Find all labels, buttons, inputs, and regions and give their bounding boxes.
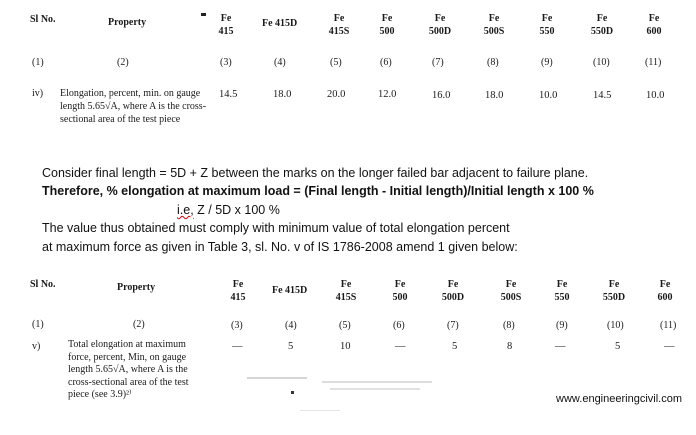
text-line-3 (177, 204, 280, 217)
value2-fe-500d: 5 (452, 341, 458, 352)
index-7: (7) (432, 57, 444, 68)
website-link[interactable]: www.engineeringcivil.com (556, 393, 682, 405)
text-line-3-prefix: i.e, (177, 203, 194, 217)
index2-5: (5) (339, 320, 351, 331)
header2-fe-415d: Fe 415D (272, 285, 308, 296)
header-property: Property (108, 17, 147, 28)
header-fe-500: Fe 500 (379, 13, 395, 37)
text-line-1: Consider final length = 5D + Z between the marks on the longer failed bar adjacent to failure plane. (42, 166, 589, 180)
row2-property: Total elongation at maximum force, percent, Min, on gauge length 5.65√A, where A is the cross-sectional area of the test piece (see 3.9)²⁾ (68, 339, 189, 400)
index2-1: (1) (32, 319, 44, 330)
value2-fe-415d: 5 (288, 341, 294, 352)
header-fe-415s: Fe 415S (328, 13, 350, 37)
header2-property: Property (117, 282, 156, 293)
header2-fe-500s: Fe 500S (500, 279, 522, 303)
value2-fe-415: — (232, 341, 243, 352)
bleed-through-mark (330, 388, 420, 390)
index2-2: (2) (133, 319, 145, 330)
value-fe-415: 14.5 (219, 89, 238, 100)
header-fe-550d: Fe 550D (590, 13, 614, 37)
index-8: (8) (487, 57, 499, 68)
index2-4: (4) (285, 320, 297, 331)
value-fe-500: 12.0 (378, 89, 397, 100)
index-2: (2) (117, 57, 129, 68)
value-fe-415s: 20.0 (327, 89, 346, 100)
value2-fe-550d: 5 (615, 341, 621, 352)
header-fe-500s: Fe 500S (483, 13, 505, 37)
text-line-4: The value thus obtained must comply with minimum value of total elongation percent (42, 221, 510, 235)
header-fe-600: Fe 600 (646, 13, 662, 37)
value-fe-600: 10.0 (646, 90, 665, 101)
index-1: (1) (32, 57, 44, 68)
bleed-through-mark (322, 381, 432, 383)
header2-fe-550d: Fe 550D (602, 279, 626, 303)
header-fe-500d: Fe 500D (428, 13, 452, 37)
scan-speck (291, 391, 294, 394)
index-4: (4) (274, 57, 286, 68)
value2-fe-500: — (395, 341, 406, 352)
header-sl-no: Sl No. (30, 14, 56, 25)
index2-6: (6) (393, 320, 405, 331)
value-fe-500s: 18.0 (485, 90, 504, 101)
value2-fe-500s: 8 (507, 341, 513, 352)
value2-fe-415s: 10 (340, 341, 351, 352)
header2-fe-415: Fe 415 (230, 279, 246, 303)
row2-sl: v) (32, 341, 41, 352)
text-line-3-rest: Z / 5D x 100 % (193, 203, 280, 217)
index2-8: (8) (503, 320, 515, 331)
header-fe-415: Fe 415 (218, 13, 234, 37)
row-sl: iv) (32, 88, 44, 99)
header2-fe-600: Fe 600 (657, 279, 673, 303)
header2-fe-415s: Fe 415S (335, 279, 357, 303)
text-line-5: at maximum force as given in Table 3, sl. No. v of IS 1786-2008 amend 1 given below: (42, 240, 518, 254)
scan-speck (201, 13, 206, 16)
text-line-2: Therefore, % elongation at maximum load = (Final length - Initial length)/Initial length x 100 % (42, 184, 594, 198)
index2-11: (11) (660, 320, 677, 331)
header-fe-550: Fe 550 (539, 13, 555, 37)
header2-fe-500d: Fe 500D (441, 279, 465, 303)
index-10: (10) (593, 57, 610, 68)
index2-7: (7) (447, 320, 459, 331)
header2-sl-no: Sl No. (30, 279, 56, 290)
index-9: (9) (541, 57, 553, 68)
index-6: (6) (380, 57, 392, 68)
header2-fe-550: Fe 550 (554, 279, 570, 303)
value2-fe-600: — (664, 341, 675, 352)
row-property: Elongation, percent, min. on gauge length 5.65√A, where A is the cross-sectional area of the test piece (60, 88, 207, 125)
index2-10: (10) (607, 320, 624, 331)
header-fe-415d: Fe 415D (262, 18, 298, 29)
index-3: (3) (220, 57, 232, 68)
value-fe-550d: 14.5 (593, 90, 612, 101)
value2-fe-550: — (555, 341, 566, 352)
value-fe-500d: 16.0 (432, 90, 451, 101)
index-11: (11) (645, 57, 662, 68)
value-fe-415d: 18.0 (273, 89, 292, 100)
value-fe-550: 10.0 (539, 90, 558, 101)
index2-3: (3) (231, 320, 243, 331)
bleed-through-mark (300, 410, 340, 411)
bleed-through-mark (247, 377, 307, 379)
index-5: (5) (330, 57, 342, 68)
index2-9: (9) (556, 320, 568, 331)
header2-fe-500: Fe 500 (392, 279, 408, 303)
